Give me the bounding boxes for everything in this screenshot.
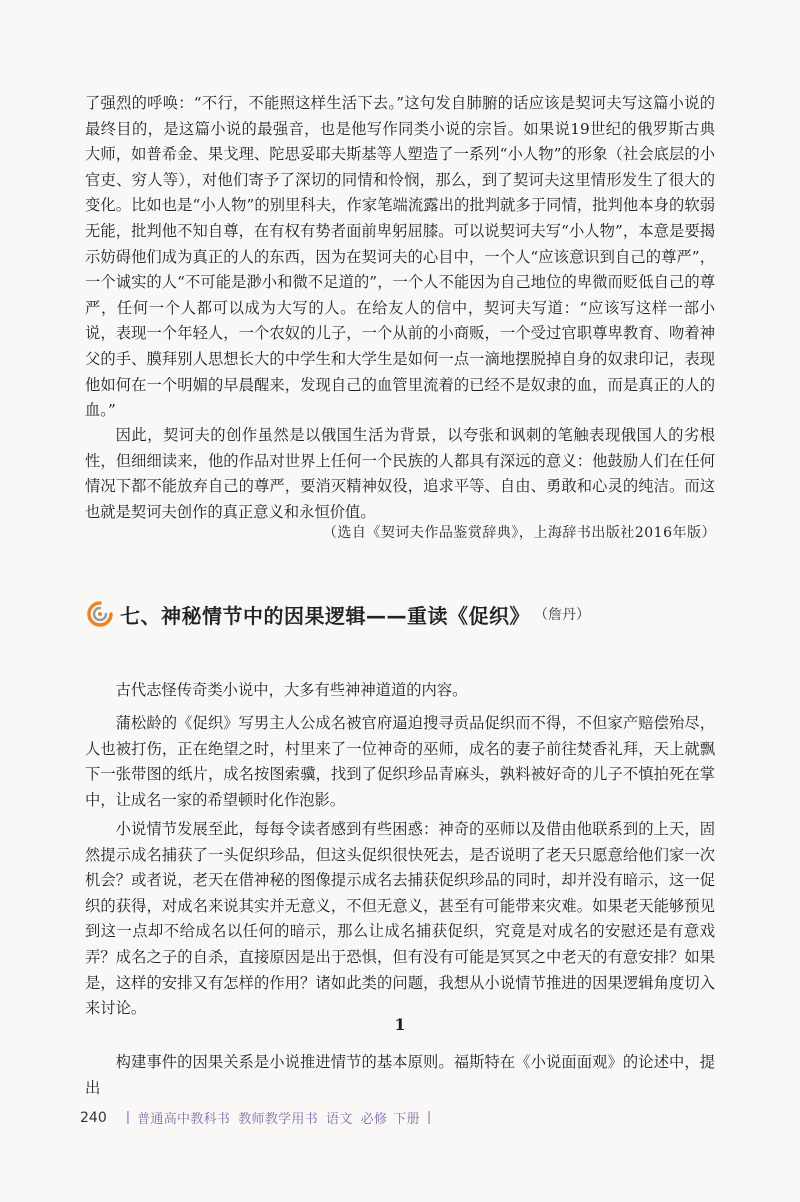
citation: （选自《契诃夫作品鉴赏辞典》，上海辞书出版社2016年版）: [322, 525, 716, 541]
footer-divider-end: |: [426, 1110, 432, 1125]
footer-part: 下册: [393, 1112, 420, 1127]
footer-edition: 教师教学用书: [238, 1112, 319, 1127]
swirl-icon: [86, 600, 114, 628]
section-author: （詹丹）: [534, 607, 590, 623]
paragraph-5: 小说情节发展至此，每每令读者感到有些困惑：神奇的巫师以及借由他联系到的上天，固然提示成名捕获了一头促织珍品，但这头促织很快死去，是否说明了老天只愿意给他们家一次机会？或者说，老天在借神秘的图像提示成名去捕获促织珍品的同时，却并没有暗示，这一促织的获得，对成名来说其实并无意义，不但无意义，甚至有可能带来灾难。如果老天能够预见到这一点却不给成名以任何的暗示，那么让成名捕获促织，究竟是对成名的安慰还是有意戏弄？成名之子的自杀，直接原因是出于恐惧，但有没有可能是冥冥之中老天的有意安排？如果是，这样的安排又有怎样的作用？诸如此类的问题，我想从小说情节推进的因果逻辑角度切入来讨论。: [85, 820, 715, 1018]
section-title: 七、神秘情节中的因果逻辑——重读《促织》: [120, 603, 530, 628]
page-footer: [80, 1108, 438, 1127]
paragraph-6: 构建事件的因果关系是小说推进情节的基本原则。福斯特在《小说面面观》的论述中，提出: [85, 1053, 715, 1097]
section-number: 1: [394, 1015, 406, 1034]
paragraph-3: 古代志怪传奇类小说中，大多有些神神道道的内容。: [115, 681, 468, 699]
paragraph-1: 了强烈的呼唤：“不行，不能照这样生活下去。”这句发自肺腑的话应该是契诃夫写这篇小说的最终目的，是这篇小说的最强音，也是他写作同类小说的宗旨。如果说19世纪的俄罗斯古典大师，如普希金、果戈理、陀思妥耶夫斯基等人塑造了一系列“小人物”的形象（社会底层的小官吏、穷人等），对他们寄予了深切的同情和怜悯，那么，到了契诃夫这里情形发生了很大的变化。比如也是“小人物”的别里科夫，作家笔端流露出的批判就多于同情，批判他本身的软弱无能，批判他不知自尊，在有权有势者面前卑躬屈膝。可以说契诃夫写“小人物”，本意是要揭示妨碍他们成为真正的人的东西，因为在契诃夫的心目中，一个人“应该意识到自己的尊严”，一个诚实的人“不可能是渺小和微不足道的”，一个人不能因为自己地位的卑微而贬低自己的尊严，任何一个人都可以成为大写的人。在给友人的信中，契诃夫写道：“应该写这样一部小说，表现一个年轻人，一个农奴的儿子，一个从前的小商贩，一个受过官职尊卑教育、吻着神父的手、膜拜别人思想长大的中学生和大学生是如何一点一滴地摆脱掉自身的奴隶印记，表现他如何在一个明媚的早晨醒来，发现自己的血管里流着的已经不是奴隶的血，而是真正的人的血。”: [85, 94, 715, 420]
footer-divider: |: [125, 1110, 131, 1125]
footer-subject: 语文: [326, 1112, 353, 1127]
section-heading: [86, 598, 590, 630]
page-number: 240: [80, 1109, 107, 1126]
footer-volume: 必修: [360, 1112, 388, 1127]
footer-book: 普通高中教科书: [137, 1112, 231, 1127]
paragraph-2: 因此，契诃夫的创作虽然是以俄国生活为背景，以夸张和讽刺的笔触表现俄国人的劣根性，但细细读来，他的作品对世界上任何一个民族的人都具有深远的意义：他鼓励人们在任何情况下都不能放弃自己的尊严，要消灭精神奴役，追求平等、自由、勇敢和心灵的纯洁。而这也就是契诃夫创作的真正意义和永恒价值。: [85, 426, 715, 521]
paragraph-4: 蒲松龄的《促织》写男主人公成名被官府逼迫搜寻贡品促织而不得，不但家产赔偿殆尽，人也被打伤，正在绝望之时，村里来了一位神奇的巫师，成名的妻子前往焚香礼拜，天上就飘下一张带图的纸片，成名按图索骥，找到了促织珍品青麻头，孰料被好奇的儿子不慎拍死在掌中，让成名一家的希望顿时化作泡影。: [85, 714, 715, 809]
